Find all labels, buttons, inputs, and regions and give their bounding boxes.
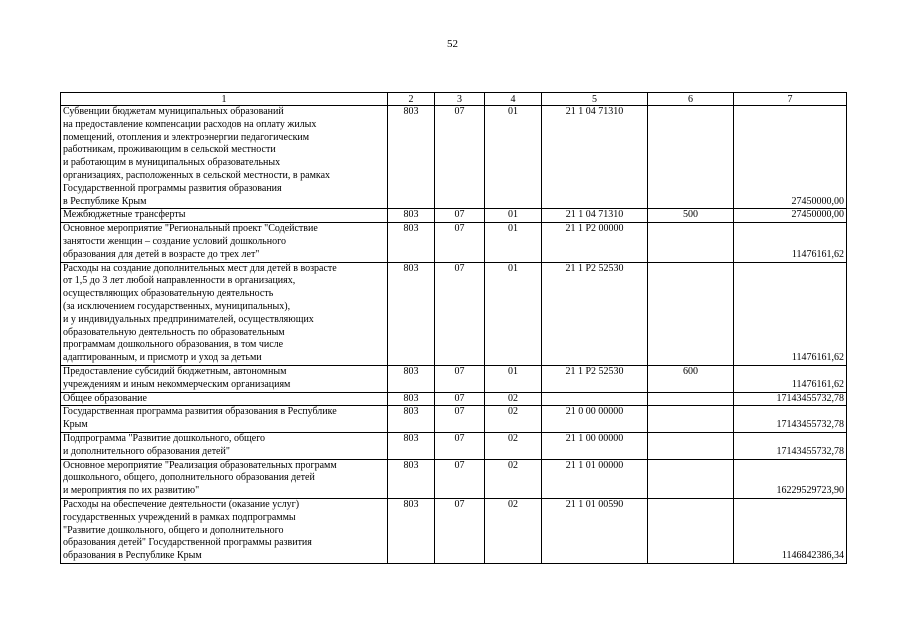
cell-expense-name — [61, 392, 388, 406]
column-header: 4 — [485, 93, 542, 106]
cell-expense-type — [648, 262, 734, 365]
cell-target-article: 21 1 01 00000 — [542, 459, 648, 498]
cell-target-article: 21 1 04 71310 — [542, 106, 648, 209]
expense-name-line: Субвенции бюджетам муниципальных образований — [63, 106, 284, 117]
expense-name-line: (за исключением государственных, муниципальных), — [63, 300, 291, 312]
expense-name-line: учреждениям и иным некоммерческим организациям — [63, 378, 291, 390]
expense-name-line: и у индивидуальных предпринимателей, осуществляющих — [63, 313, 314, 325]
column-header: 3 — [435, 93, 485, 106]
cell-subsection: 02 — [485, 459, 542, 498]
cell-subsection: 01 — [485, 106, 542, 209]
cell-expense-name — [61, 262, 388, 365]
cell-amount: 17143455732,78 — [734, 392, 847, 406]
table-row — [61, 365, 847, 392]
cell-subsection: 02 — [485, 498, 542, 563]
cell-subsection: 01 — [485, 209, 542, 223]
cell-expense-name — [61, 498, 388, 563]
expense-name-line: Подпрограмма "Развитие дошкольного, общего — [63, 432, 266, 444]
table-row — [61, 392, 847, 406]
cell-subsection: 02 — [485, 406, 542, 433]
expense-name-line: Предоставление субсидий бюджетным, автономным — [63, 365, 287, 377]
cell-expense-name — [61, 209, 388, 223]
cell-amount: 17143455732,78 — [734, 406, 847, 433]
expense-name-line: программам дошкольного образования, в том числе — [63, 339, 284, 351]
expense-name-line: Государственная программа развития образования в Республике — [63, 406, 337, 418]
cell-subsection: 01 — [485, 223, 542, 262]
cell-expense-name — [61, 459, 388, 498]
cell-section: 07 — [435, 432, 485, 459]
cell-expense-type — [648, 106, 734, 209]
table-row — [61, 106, 847, 209]
expense-name-line: Государственной программы развития образования — [63, 182, 282, 194]
cell-target-article: 21 1 00 00000 — [542, 432, 648, 459]
expense-name-line: осуществляющих образовательную деятельность — [63, 288, 274, 300]
expense-name-line: адаптированным, и присмотр и уход за детьми — [63, 352, 262, 364]
table-row — [61, 432, 847, 459]
expense-name-line: и мероприятия по их развитию" — [63, 485, 200, 497]
table-row — [61, 498, 847, 563]
cell-section: 07 — [435, 459, 485, 498]
expense-name-line: дошкольного, общего, дополнительного образования детей — [63, 472, 315, 484]
cell-expense-type — [648, 406, 734, 433]
cell-section: 07 — [435, 365, 485, 392]
cell-grbs: 803 — [388, 406, 435, 433]
cell-amount: 17143455732,78 — [734, 432, 847, 459]
cell-grbs: 803 — [388, 498, 435, 563]
cell-expense-type — [648, 392, 734, 406]
cell-amount: 1146842386,34 — [734, 498, 847, 563]
cell-section: 07 — [435, 392, 485, 406]
column-header: 7 — [734, 93, 847, 106]
cell-amount: 27450000,00 — [734, 106, 847, 209]
page-number: 52 — [447, 38, 458, 50]
cell-section: 07 — [435, 223, 485, 262]
budget-table — [60, 92, 847, 564]
cell-section: 07 — [435, 406, 485, 433]
cell-section: 07 — [435, 106, 485, 209]
cell-expense-name — [61, 365, 388, 392]
cell-expense-name — [61, 223, 388, 262]
expense-name-line: от 1,5 до 3 лет любой направленности в организациях, — [63, 275, 296, 287]
expense-name-line: образовательную деятельность по образовательным — [63, 326, 285, 338]
cell-grbs: 803 — [388, 262, 435, 365]
table-header-row — [61, 93, 847, 106]
cell-section: 07 — [435, 262, 485, 365]
column-header: 5 — [542, 93, 648, 106]
cell-expense-name — [61, 432, 388, 459]
cell-grbs: 803 — [388, 459, 435, 498]
cell-target-article: 21 1 04 71310 — [542, 209, 648, 223]
cell-amount: 11476161,62 — [734, 262, 847, 365]
cell-target-article: 21 1 P2 52530 — [542, 365, 648, 392]
expense-name-line: Общее образование — [63, 392, 147, 404]
cell-subsection: 02 — [485, 432, 542, 459]
expense-name-line: организациях, расположенных в сельской местности, в рамках — [63, 169, 331, 181]
expense-name-line: помещений, отопления и электроэнергии педагогическим — [63, 131, 310, 143]
table-row — [61, 209, 847, 223]
table-row — [61, 406, 847, 433]
expense-name-line: образования детей" Государственной программы развития — [63, 537, 312, 549]
cell-amount: 27450000,00 — [734, 209, 847, 223]
cell-expense-type — [648, 223, 734, 262]
cell-grbs: 803 — [388, 223, 435, 262]
cell-expense-name — [61, 106, 388, 209]
expense-name-line: образования в Республике Крым — [63, 550, 202, 562]
cell-expense-name — [61, 406, 388, 433]
expense-name-line: Межбюджетные трансферты — [63, 209, 186, 221]
expense-name-line: и дополнительного образования детей" — [63, 445, 230, 457]
column-header: 1 — [61, 93, 388, 106]
expense-name-line: Расходы на создание дополнительных мест для детей в возрасте — [63, 262, 337, 274]
cell-section: 07 — [435, 209, 485, 223]
cell-expense-type — [648, 498, 734, 563]
cell-grbs: 803 — [388, 432, 435, 459]
cell-subsection: 01 — [485, 262, 542, 365]
expense-name-line: занятости женщин – создание условий дошкольного — [63, 235, 286, 247]
expense-name-line: и работающим в муниципальных образовательных — [63, 157, 281, 169]
cell-subsection: 01 — [485, 365, 542, 392]
table-row — [61, 262, 847, 365]
column-header: 2 — [388, 93, 435, 106]
table-row — [61, 459, 847, 498]
cell-expense-type: 600 — [648, 365, 734, 392]
cell-target-article: 21 1 P2 00000 — [542, 223, 648, 262]
cell-grbs: 803 — [388, 365, 435, 392]
cell-expense-type — [648, 432, 734, 459]
expense-name-line: Крым — [63, 419, 88, 431]
expense-name-line: Основное мероприятие "Реализация образовательных программ — [63, 459, 337, 471]
cell-expense-type: 500 — [648, 209, 734, 223]
cell-subsection: 02 — [485, 392, 542, 406]
cell-amount: 11476161,62 — [734, 223, 847, 262]
cell-grbs: 803 — [388, 392, 435, 406]
cell-target-article: 21 1 P2 52530 — [542, 262, 648, 365]
cell-amount: 16229529723,90 — [734, 459, 847, 498]
cell-target-article: 21 1 01 00590 — [542, 498, 648, 563]
expense-name-line: "Развитие дошкольного, общего и дополнительного — [63, 524, 284, 536]
cell-amount: 11476161,62 — [734, 365, 847, 392]
expense-name-line: образования для детей в возрасте до трех лет" — [63, 248, 260, 260]
expense-name-line: в Республике Крым — [63, 195, 147, 207]
expense-name-line: Расходы на обеспечение деятельности (оказание услуг) — [63, 498, 300, 510]
column-header: 6 — [648, 93, 734, 106]
cell-section: 07 — [435, 498, 485, 563]
cell-grbs: 803 — [388, 106, 435, 209]
expense-name-line: работникам, проживающим в сельской местности — [63, 144, 276, 156]
expense-name-line: государственных учреждений в рамках подпрограммы — [63, 511, 296, 523]
cell-target-article: 21 0 00 00000 — [542, 406, 648, 433]
cell-expense-type — [648, 459, 734, 498]
table-row — [61, 223, 847, 262]
expense-name-line: на предоставление компенсации расходов на оплату жилых — [63, 118, 317, 130]
cell-grbs: 803 — [388, 209, 435, 223]
expense-name-line: Основное мероприятие "Региональный проект "Содействие — [63, 223, 318, 235]
cell-target-article — [542, 392, 648, 406]
